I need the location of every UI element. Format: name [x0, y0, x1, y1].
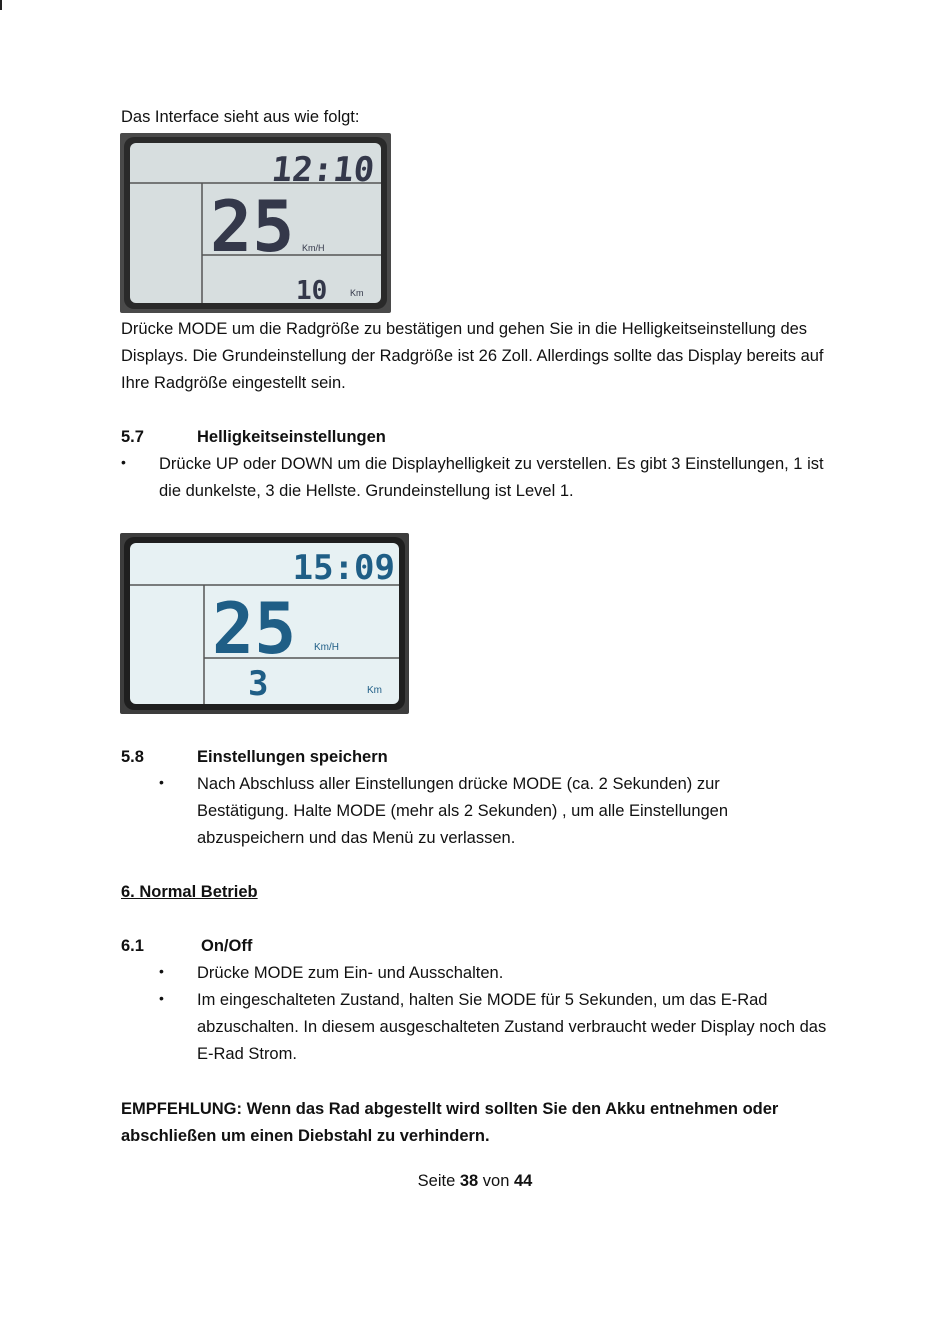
section-5-8-bullet: Nach Abschluss aller Einstellungen drücke MODE (ca. 2 Sekunden) zur Bestätigung. Halte MODE (mehr als 2 Sekunden) , um alle Einstellungen abzuspeichern und das Menü zu verlassen.: [197, 775, 729, 847]
section-6-title: 6. Normal Betrieb: [121, 883, 258, 901]
section-5-7-title: Helligkeitseinstellungen: [197, 428, 386, 446]
scan-mark: [0, 0, 2, 10]
section-6-1-title: On/Off: [201, 937, 253, 955]
intro-text: Das Interface sieht aus wie folgt:: [121, 108, 360, 126]
paragraph-wheel-size: Drücke MODE um die Radgröße zu bestätigen und gehen Sie in die Helligkeitseinstellung des Displays. Die Grundeinstellung der Radgröße ist 26 Zoll. Allerdings sollte das Display bereits auf Ihre Radgröße eingestellt sein.: [121, 320, 824, 392]
section-5-8-title: Einstellungen speichern: [197, 748, 388, 766]
footer-page-number: 38: [459, 1172, 479, 1190]
lcd1-time: 12:10: [269, 150, 377, 190]
lcd-display-photo-1: [120, 133, 391, 313]
section-6-1-bullet-2: Im eingeschalteten Zustand, halten Sie MODE für 5 Sekunden, um das E-Rad abzuschalten. In diesem ausgeschalteten Zustand verbraucht weder Display noch das E-Rad Strom.: [197, 991, 827, 1063]
section-5-7-bullet: Drücke UP oder DOWN um die Displayhelligkeit zu verstellen. Es gibt 3 Einstellungen, 1 ist die dunkelste, 3 die Hellste. Grundeinstellung ist Level 1.: [159, 455, 824, 500]
bullet-icon: •: [159, 990, 164, 1006]
lcd1-lower-unit: Km: [350, 288, 364, 298]
bullet-icon: •: [121, 454, 126, 470]
page-footer: [0, 1172, 950, 1191]
lcd2-lower-value: 3: [248, 664, 269, 704]
lcd2-time: 15:09: [292, 548, 395, 588]
lcd1-lower-value: 10: [296, 276, 328, 306]
footer-prefix: Seite: [417, 1172, 456, 1190]
section-5-7-number: 5.7: [121, 428, 144, 446]
lcd1-speed-unit: Km/H: [302, 243, 325, 253]
lcd-display-photo-2: [120, 533, 409, 714]
footer-total-pages: 44: [514, 1172, 533, 1190]
recommendation-text: EMPFEHLUNG: Wenn das Rad abgestellt wird sollten Sie den Akku entnehmen oder abschließen um einen Diebstahl zu verhindern.: [121, 1100, 779, 1145]
lcd2-lower-unit: Km: [367, 685, 382, 696]
lcd2-speed: 25: [212, 588, 297, 670]
section-6-1-bullet-1: Drücke MODE zum Ein- und Ausschalten.: [197, 964, 504, 982]
section-5-8-number: 5.8: [121, 748, 144, 766]
lcd1-speed: 25: [210, 186, 295, 268]
bullet-icon: •: [159, 963, 164, 979]
lcd2-speed-unit: Km/H: [314, 642, 339, 653]
bullet-icon: •: [159, 774, 164, 790]
section-6-1-number: 6.1: [121, 937, 144, 955]
footer-middle: von: [482, 1172, 510, 1190]
